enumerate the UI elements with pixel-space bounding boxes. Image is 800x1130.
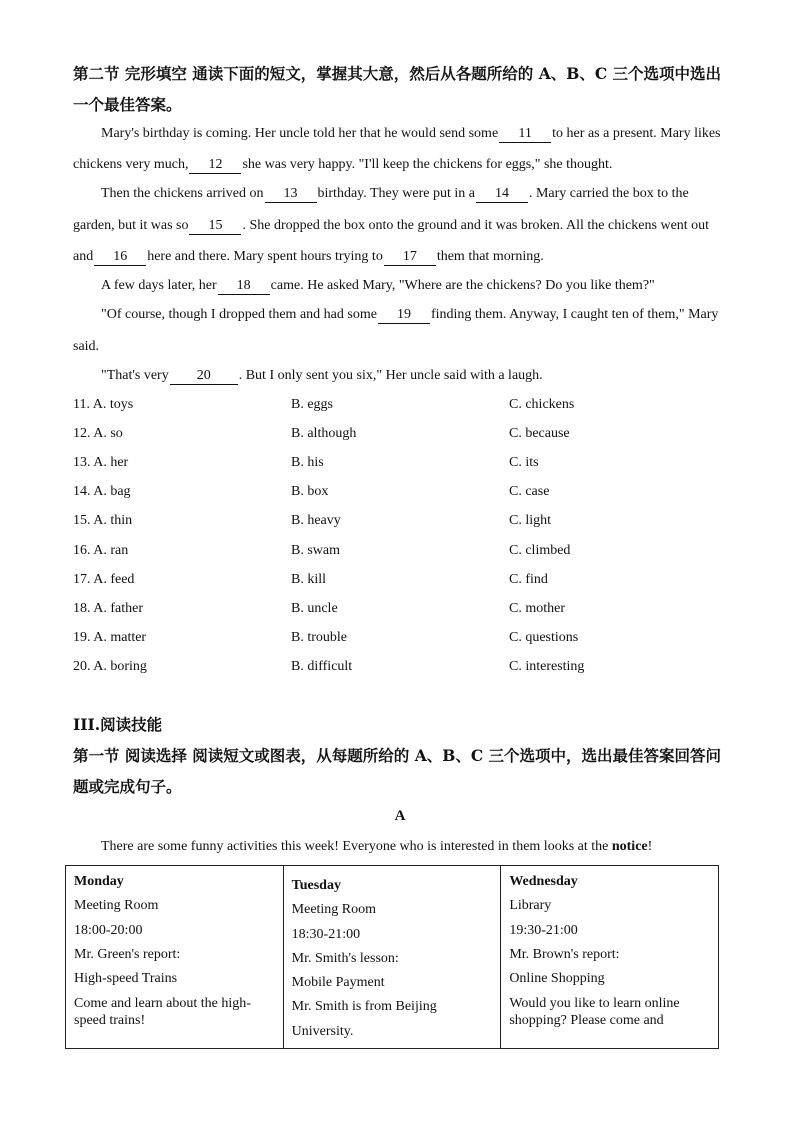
option-b: B. box: [291, 484, 329, 500]
blank-13: 13: [265, 185, 317, 203]
option-a: 19. A. matter: [73, 629, 147, 645]
monday-day: Monday: [74, 874, 124, 889]
part3-heading: 第一节 阅读选择 阅读短文或图表，从每题所给的 A、B、C 三个选项中，选出最佳答案回答问题或完成句子。: [73, 746, 722, 796]
tuesday-speaker: Mr. Smith's lesson:: [291, 950, 399, 966]
option-c: C. find: [509, 571, 548, 587]
passage-line-1: Mary's birthday is coming. Her uncle told her that he would send some 11 to her as a present. Mary likes: [101, 126, 721, 141]
option-a: 15. A. thin: [73, 513, 133, 529]
option-a: 18. A. father: [73, 600, 143, 616]
option-c: C. light: [509, 513, 552, 529]
notice-table: [65, 865, 719, 1049]
option-row: [73, 448, 733, 477]
blank-17: 17: [384, 248, 436, 266]
option-a: 12. A. so: [73, 426, 123, 442]
wednesday-topic: Online Shopping: [509, 971, 605, 987]
option-b: B. eggs: [291, 397, 333, 412]
option-a: 16. A. ran: [73, 542, 129, 558]
tuesday-day: Tuesday: [291, 878, 341, 893]
option-row: [73, 536, 733, 565]
wednesday-speaker: Mr. Brown's report:: [509, 946, 620, 962]
option-c: C. its: [509, 455, 539, 471]
passage-line-3: Then the chickens arrived on 13 birthday. They were put in a 14 . Mary carried the box to the: [101, 186, 689, 201]
passage-line-4: garden, but it was so 15 . She dropped the box onto the ground and it was broken. All the chickens went out: [73, 218, 710, 233]
option-c: C. questions: [509, 629, 579, 645]
option-b: B. heavy: [291, 513, 341, 529]
option-b: B. uncle: [291, 600, 338, 616]
wednesday-time: 19:30-21:00: [509, 922, 578, 938]
option-c: C. mother: [509, 600, 565, 616]
option-a: 20. A. boring: [73, 658, 147, 674]
tuesday-note: Mr. Smith is from Beijing University.: [291, 999, 437, 1039]
option-a: 13. A. her: [73, 455, 129, 471]
blank-15: 15: [189, 217, 241, 235]
wednesday-place: Library: [509, 898, 552, 914]
monday-note: Come and learn about the high-speed trains!: [74, 996, 251, 1029]
option-row: [73, 594, 733, 623]
table-row: [66, 866, 719, 1049]
section2-heading: 第二节 完形填空 通读下面的短文，掌握其大意，然后从各题所给的 A、B、C 三个选项中选出一个最佳答案。: [73, 64, 722, 114]
blank-18: 18: [218, 277, 270, 295]
option-row: [73, 506, 733, 535]
passage-line-6: A few days later, her 18 came. He asked Mary, "Where are the chickens? Do you like them?": [101, 278, 655, 293]
monday-topic: High-speed Trains: [74, 971, 178, 987]
option-row: [73, 623, 733, 652]
monday-time: 18:00-20:00: [74, 922, 143, 938]
notice-intro: There are some funny activities this week! Everyone who is interested in them looks at the notice!: [101, 839, 653, 854]
passage-line-8: said.: [73, 339, 100, 354]
monday-cell: [66, 866, 284, 1049]
option-a: 14. A. bag: [73, 484, 131, 500]
tuesday-cell: [283, 866, 501, 1049]
option-c: C. chickens: [509, 397, 575, 412]
option-b: B. although: [291, 426, 357, 442]
option-row: [73, 477, 733, 506]
monday-place: Meeting Room: [74, 898, 159, 914]
blank-16: 16: [94, 248, 146, 266]
passage-line-5: and 16 here and there. Mary spent hours trying to 17 them that morning.: [73, 249, 544, 264]
option-c: C. interesting: [509, 658, 585, 674]
wednesday-cell: [501, 866, 719, 1049]
option-a: 11. A. toys: [73, 397, 134, 412]
option-c: C. because: [509, 426, 570, 442]
option-b: B. kill: [291, 571, 327, 587]
option-c: C. case: [509, 484, 550, 500]
monday-speaker: Mr. Green's report:: [74, 946, 181, 962]
blank-19: 19: [378, 306, 430, 324]
blank-20: 20: [170, 367, 238, 385]
wednesday-day: Wednesday: [509, 874, 578, 889]
wednesday-note: Would you like to learn online shopping? Please come and: [509, 996, 680, 1029]
passage-a-label: A: [394, 808, 406, 824]
option-a: 17. A. feed: [73, 571, 135, 587]
option-row: [73, 652, 733, 681]
option-b: B. swam: [291, 542, 340, 558]
blank-14: 14: [476, 185, 528, 203]
option-row: [73, 565, 733, 594]
part3-title: III.阅读技能: [73, 715, 163, 734]
option-b: B. difficult: [291, 658, 353, 674]
passage-line-9: "That's very 20 . But I only sent you six," Her uncle said with a laugh.: [101, 368, 543, 383]
option-row: [73, 419, 733, 448]
tuesday-place: Meeting Room: [291, 902, 377, 918]
option-row: [73, 390, 733, 419]
option-b: B. his: [291, 455, 324, 471]
blank-12: 12: [189, 156, 241, 174]
option-c: C. climbed: [509, 542, 571, 558]
passage-line-2: chickens very much, 12 she was very happy. "I'll keep the chickens for eggs," she thought.: [73, 157, 613, 172]
tuesday-topic: Mobile Payment: [291, 975, 385, 991]
tuesday-time: 18:30-21:00: [291, 926, 361, 942]
passage-line-7: "Of course, though I dropped them and had some 19 finding them. Anyway, I caught ten of them," Mary: [101, 307, 719, 322]
blank-11: 11: [499, 125, 551, 143]
option-b: B. trouble: [291, 629, 347, 645]
